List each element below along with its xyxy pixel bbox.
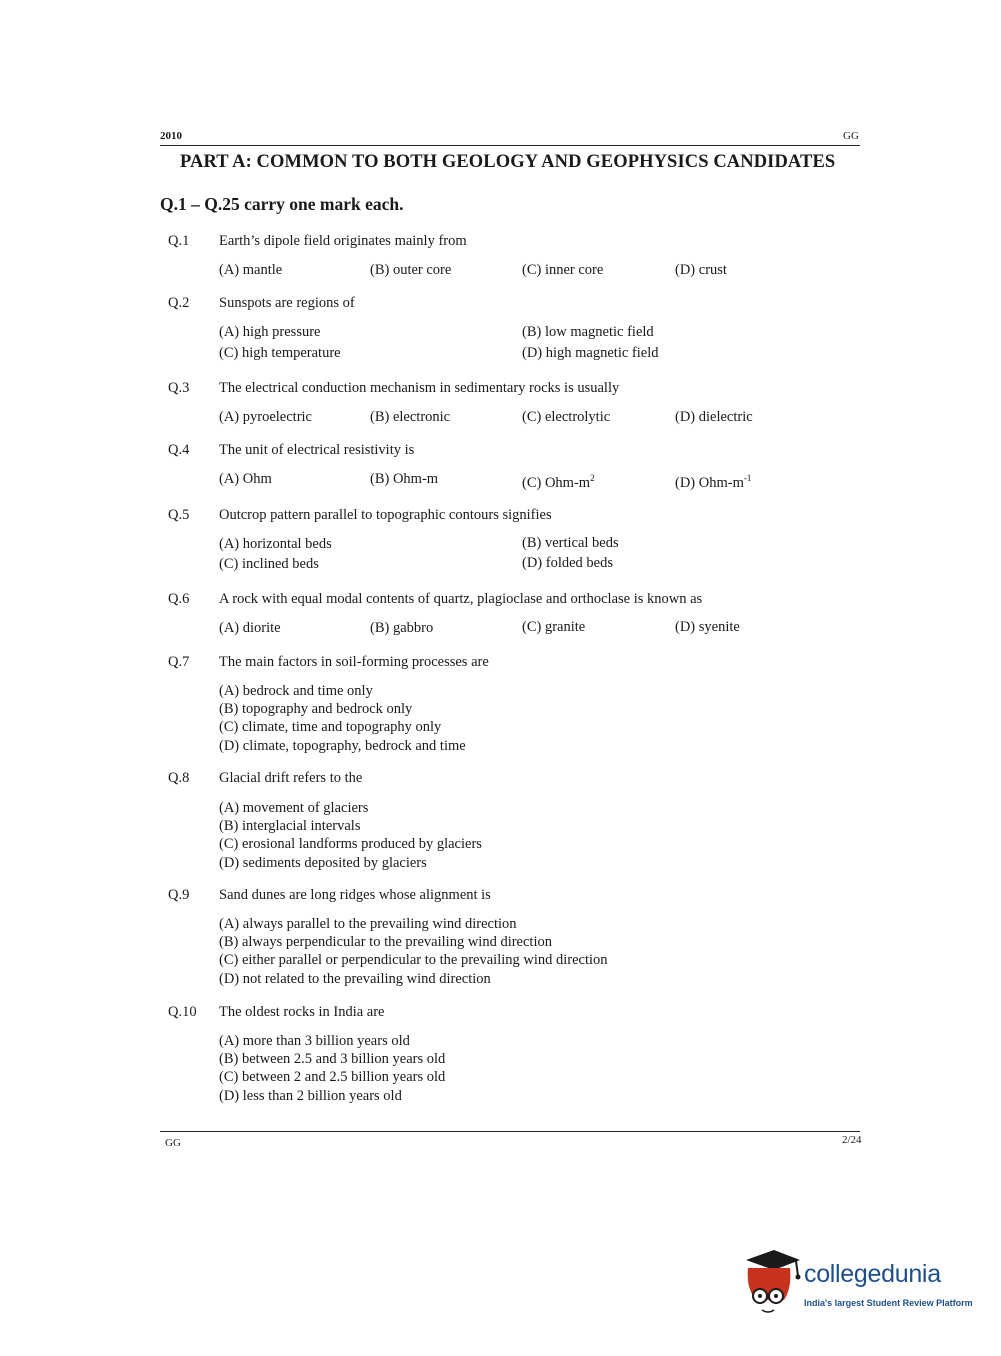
options-list bbox=[219, 799, 482, 872]
option-a: (A) pyroelectric bbox=[219, 409, 312, 425]
option-d: (D) folded beds bbox=[522, 555, 614, 571]
logo-tagline: India's largest Student Review Platform bbox=[804, 1298, 973, 1308]
option-b: (B) electronic bbox=[370, 409, 451, 425]
logo-wordmark: collegedunia bbox=[804, 1260, 941, 1288]
option-d: (D) crust bbox=[675, 262, 727, 278]
question-text: Sunspots are regions of bbox=[219, 295, 355, 311]
option-a: (A) Ohm bbox=[219, 471, 272, 487]
question-number: Q.8 bbox=[168, 770, 190, 786]
option-d: (D) sediments deposited by glaciers bbox=[219, 854, 427, 871]
option-a: (A) high pressure bbox=[219, 324, 321, 340]
question-number: Q.6 bbox=[168, 591, 190, 607]
options-list bbox=[219, 1032, 445, 1105]
option-a: (A) more than 3 billion years old bbox=[219, 1033, 410, 1049]
options-list bbox=[219, 682, 466, 755]
question-number: Q.3 bbox=[168, 380, 190, 396]
exam-year: 2010 bbox=[160, 130, 182, 142]
option-c bbox=[522, 473, 595, 492]
superscript-2: 2 bbox=[590, 473, 595, 483]
question-text: The electrical conduction mechanism in sedimentary rocks is usually bbox=[219, 380, 620, 396]
question-number: Q.5 bbox=[168, 507, 190, 523]
option-b: (B) always perpendicular to the prevailing wind direction bbox=[219, 934, 552, 951]
option-a: (A) horizontal beds bbox=[219, 536, 332, 552]
option-c: (C) inclined beds bbox=[219, 556, 319, 572]
paper-code: GG bbox=[843, 130, 859, 142]
option-a: (A) mantle bbox=[219, 262, 283, 278]
option-b: (B) low magnetic field bbox=[522, 324, 654, 340]
option-c: (C) high temperature bbox=[219, 345, 341, 361]
question-text: The oldest rocks in India are bbox=[219, 1004, 385, 1020]
collegedunia-logo bbox=[742, 1248, 972, 1318]
question-text: Outcrop pattern parallel to topographic contours signifies bbox=[219, 507, 552, 523]
option-d-text: (D) Ohm-m bbox=[675, 474, 744, 491]
option-b: (B) interglacial intervals bbox=[219, 818, 361, 835]
question-text: A rock with equal modal contents of quartz, plagioclase and orthoclase is known as bbox=[219, 591, 703, 607]
option-b: (B) vertical beds bbox=[522, 535, 619, 551]
option-c: (C) granite bbox=[522, 619, 586, 635]
superscript-minus-1: -1 bbox=[743, 473, 752, 483]
option-c: (C) either parallel or perpendicular to the prevailing wind direction bbox=[219, 952, 608, 969]
question-number: Q.10 bbox=[168, 1004, 197, 1020]
option-a: (A) bedrock and time only bbox=[219, 683, 373, 699]
option-c: (C) between 2 and 2.5 billion years old bbox=[219, 1069, 446, 1086]
page-number: 2/24 bbox=[842, 1134, 862, 1146]
option-c: (C) erosional landforms produced by glaciers bbox=[219, 836, 482, 853]
option-b: (B) outer core bbox=[370, 262, 452, 278]
option-c: (C) climate, time and topography only bbox=[219, 719, 442, 736]
question-text: Earth’s dipole field originates mainly from bbox=[219, 233, 467, 249]
question-text: Glacial drift refers to the bbox=[219, 770, 363, 786]
footer-divider bbox=[160, 1131, 860, 1132]
option-c-text: (C) Ohm-m bbox=[522, 474, 591, 491]
question-number: Q.9 bbox=[168, 887, 190, 903]
option-b: (B) Ohm-m bbox=[370, 471, 439, 487]
question-text: Sand dunes are long ridges whose alignment is bbox=[219, 887, 491, 903]
option-c: (C) electrolytic bbox=[522, 409, 611, 425]
question-text: The main factors in soil-forming processes are bbox=[219, 654, 489, 670]
question-number: Q.7 bbox=[168, 654, 190, 670]
question-number: Q.2 bbox=[168, 295, 190, 311]
question-text: The unit of electrical resistivity is bbox=[219, 442, 415, 458]
question-number: Q.1 bbox=[168, 233, 190, 249]
option-d: (D) climate, topography, bedrock and time bbox=[219, 737, 466, 754]
option-b: (B) gabbro bbox=[370, 620, 434, 636]
marks-note: Q.1 – Q.25 carry one mark each. bbox=[160, 194, 404, 214]
option-c: (C) inner core bbox=[522, 262, 604, 278]
option-a: (A) always parallel to the prevailing wind direction bbox=[219, 916, 517, 932]
header-divider bbox=[160, 145, 860, 146]
option-d: (D) dielectric bbox=[675, 409, 753, 425]
mascot-icon bbox=[742, 1248, 804, 1318]
question-number: Q.4 bbox=[168, 442, 190, 458]
option-d: (D) syenite bbox=[675, 619, 740, 635]
option-a: (A) diorite bbox=[219, 620, 281, 636]
option-d: (D) not related to the prevailing wind direction bbox=[219, 970, 491, 987]
options-list bbox=[219, 915, 608, 988]
option-d: (D) less than 2 billion years old bbox=[219, 1087, 402, 1104]
option-b: (B) topography and bedrock only bbox=[219, 701, 413, 718]
option-d bbox=[675, 473, 751, 492]
footer-paper-code: GG bbox=[165, 1137, 181, 1149]
option-a: (A) movement of glaciers bbox=[219, 800, 369, 816]
option-b: (B) between 2.5 and 3 billion years old bbox=[219, 1051, 446, 1068]
part-title: PART A: COMMON TO BOTH GEOLOGY AND GEOPHYSICS CANDIDATES bbox=[180, 152, 836, 172]
option-d: (D) high magnetic field bbox=[522, 345, 659, 361]
